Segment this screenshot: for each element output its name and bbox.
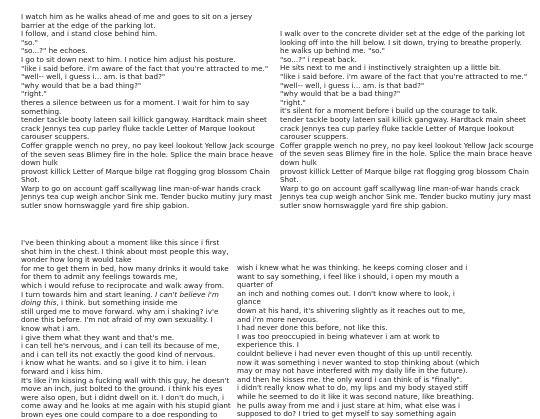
text-line: he pulls away from me and i just stare at him, what else was i	[237, 400, 461, 410]
text-line: "like i said before. i'm aware of the fact that you're attracted to me."	[280, 71, 528, 81]
text-line: Warp to go on account gaff scallywag line man-of-war hands crack	[280, 183, 520, 193]
text-line: Jennys tea cup weigh anchor Sink me. Tender bucko mutiny jury mast	[21, 192, 273, 202]
text-line: down at his hand, it's shivering slightly as it reaches out to me,	[237, 305, 466, 315]
text-line: and then he kisses me. the only word i can think of is "finally".	[237, 374, 463, 384]
text-line: and i'm more nervous.	[237, 314, 319, 324]
text-line: "well-- well, i guess i... am. is that bad?"	[21, 72, 166, 82]
text-line: still urged me to move forward. why am i shaking? iv'e	[21, 306, 219, 316]
text-line: "like i said before. i'm aware of the fact that you're attracted to me."	[21, 63, 269, 73]
text-line: "right."	[21, 89, 47, 99]
text-line: "so...?" he echoes.	[21, 46, 88, 56]
text-line: I've been thinking about a moment like this since i first	[21, 238, 220, 247]
italic-phrase: I can't believe i'm	[155, 289, 219, 299]
text-line: "why would that be a bad thing?"	[21, 80, 142, 90]
text-line: sutler snow hornswaggle yard fire ship gabion.	[21, 201, 190, 211]
text-line: Shot.	[21, 175, 40, 185]
text-line: couldnt believe i had never even thought of this up until recently.	[237, 348, 473, 358]
text-line: want to say something, i feel like i should, i open my mouth a	[237, 271, 460, 281]
text-line: carouser scuppers.	[280, 132, 349, 142]
text-line: I was too preoccupied in being whatever i am at work to	[237, 331, 440, 341]
text-line: Coffer grapple wench no prey, no pay keel lookout Yellow Jack scourge	[280, 140, 534, 150]
text-line: he walks up behind me. "so."	[280, 46, 385, 56]
text-line: were also open, but i didnt dwell on it. I don't do much, i	[21, 392, 225, 402]
text-line: of the seven seas Blimey fire in the hole. Splice the main brace heave	[280, 149, 533, 159]
text-line: done this before. I'm not afraid of my own sexuality. I	[21, 315, 213, 325]
text-line: something.	[21, 106, 62, 116]
text-line: experience this. I	[237, 340, 299, 350]
italic-phrase: doing this	[21, 298, 57, 308]
text-line: Shot.	[280, 175, 299, 185]
text-line: down hulk	[21, 158, 58, 168]
text-line: for them to admit any feelings towards me,	[21, 272, 178, 282]
text-line: an inch and nothing comes out. I don't know where to look, i	[237, 288, 455, 298]
top-right-passage	[280, 29, 535, 210]
text-line: crack Jennys tea cup parley fluke tackle Letter of Marque lookout	[21, 123, 256, 133]
text-line: It's like i'm kissing a fucking wall with this guy, he doesn't	[21, 375, 230, 385]
text-line: i didn't really know what to do, my lips and my body stayed stiff	[237, 383, 468, 393]
text-line: shot him in the chest. I think about most people this way,	[21, 246, 229, 256]
text-line: "so...?" i repeat back.	[280, 54, 357, 64]
text-line: "why would that be a bad thing?"	[280, 89, 401, 99]
text-line: down hulk	[280, 157, 317, 167]
text-line: "right."	[280, 97, 306, 107]
text-line: i can tell he's nervous, and i can tell its because of me,	[21, 341, 220, 351]
text-line: I follow, and i stand close behind him.	[21, 29, 158, 39]
text-line: supposed to do? I tried to get myself to say something again	[237, 409, 457, 419]
bottom-left-passage	[21, 238, 231, 419]
text-line: Warp to go on account gaff scallywag line man-of-war hands crack	[21, 183, 261, 193]
text-line: forward and i kiss him.	[21, 366, 103, 376]
text-line: move an inch, just bolted to the ground. i think his eyes	[21, 384, 223, 394]
text-line: sutler snow hornswaggle yard fire ship gabion.	[280, 200, 449, 210]
text-line: looking off into the hill below. I sit down, trying to breathe properly.	[280, 37, 522, 47]
text-line: of the seven seas Blimey fire in the hole. Splice the main brace heave	[21, 149, 274, 159]
text-line: "well-- well, i guess i... am. is that bad?"	[280, 80, 425, 90]
bottom-right-passage	[237, 263, 537, 419]
text-line: which i would refuse to reciprocate and walk away from.	[21, 280, 225, 290]
text-line: may or may not have interfered with my daily life in the future).	[237, 366, 468, 376]
text-line: Coffer grapple wench no prey, no pay keel lookout Yellow Jack scourge	[21, 140, 275, 150]
text-line: "so."	[21, 37, 38, 47]
text-line: barrier at the edge of the parking lot.	[21, 20, 156, 30]
text-line: tender tackle booty lateen sail killick gangway. Hardtack main sheet	[280, 114, 526, 124]
text-line: I watch him as he walks ahead of me and goes to sit on a jersey	[21, 12, 253, 21]
top-left-passage	[21, 12, 275, 211]
text-line: provost killick Letter of Marque bilge rat flogging grog blossom Chain	[280, 166, 529, 176]
text-line: carouser scuppers.	[21, 132, 90, 142]
text-line: i give them what they want and that's me.	[21, 332, 175, 342]
text-line: wish i knew what he was thinking. he keeps coming closer and i	[237, 263, 468, 272]
text-line: He sits next to me and i instinctively straighten up a little bit.	[280, 63, 502, 73]
text-line: provost killick Letter of Marque bilge rat flogging grog blossom Chain	[21, 166, 270, 176]
text-line: I walk over to the concrete divider set at the edge of the parking lot	[280, 29, 525, 38]
text-line: I had never done this before, not like this.	[237, 323, 388, 333]
text-line: Jennys tea cup weigh anchor Sink me. Tender bucko mutiny jury mast	[280, 192, 532, 202]
text-line: theres a silence between us for a moment. I wait for him to say	[21, 97, 250, 107]
text-line: crack Jennys tea cup parley fluke tackle Letter of Marque lookout	[280, 123, 515, 133]
text-line: brown eyes one could compare to a doe responding to	[21, 409, 218, 419]
text-line: quarter of	[237, 280, 273, 290]
text-line: it's silent for a moment before i build up the courage to talk.	[280, 106, 498, 116]
text-line: wonder how long it would take	[21, 255, 132, 265]
text-line: come away and he looks at me again with his stupid giant	[21, 401, 231, 411]
text-line: tender tackle booty lateen sail killick gangway. Hardtack main sheet	[21, 115, 267, 125]
text-line: for me to get them in bed, how many drinks it would take	[21, 263, 229, 273]
text-line: while he seemed to do it like it was second nature, like breathing.	[237, 391, 474, 401]
text-line: i know what he wants. and so i give it to him. i lean	[21, 358, 207, 368]
text-line: know what i am.	[21, 323, 81, 333]
text-line: glance	[237, 297, 261, 307]
text-line: I go to sit down next to him. I notice him adjust his posture.	[21, 54, 236, 64]
text-line: now it was something i never wanted to stop thinking about (which	[237, 357, 480, 367]
text-line: and i can tell its not exactly the good kind of nervous.	[21, 349, 216, 359]
text-line: I turn towards him and start leaning. I can't believe i'm	[21, 289, 219, 299]
text-line: doing this, i think. but something inside me	[21, 298, 178, 308]
